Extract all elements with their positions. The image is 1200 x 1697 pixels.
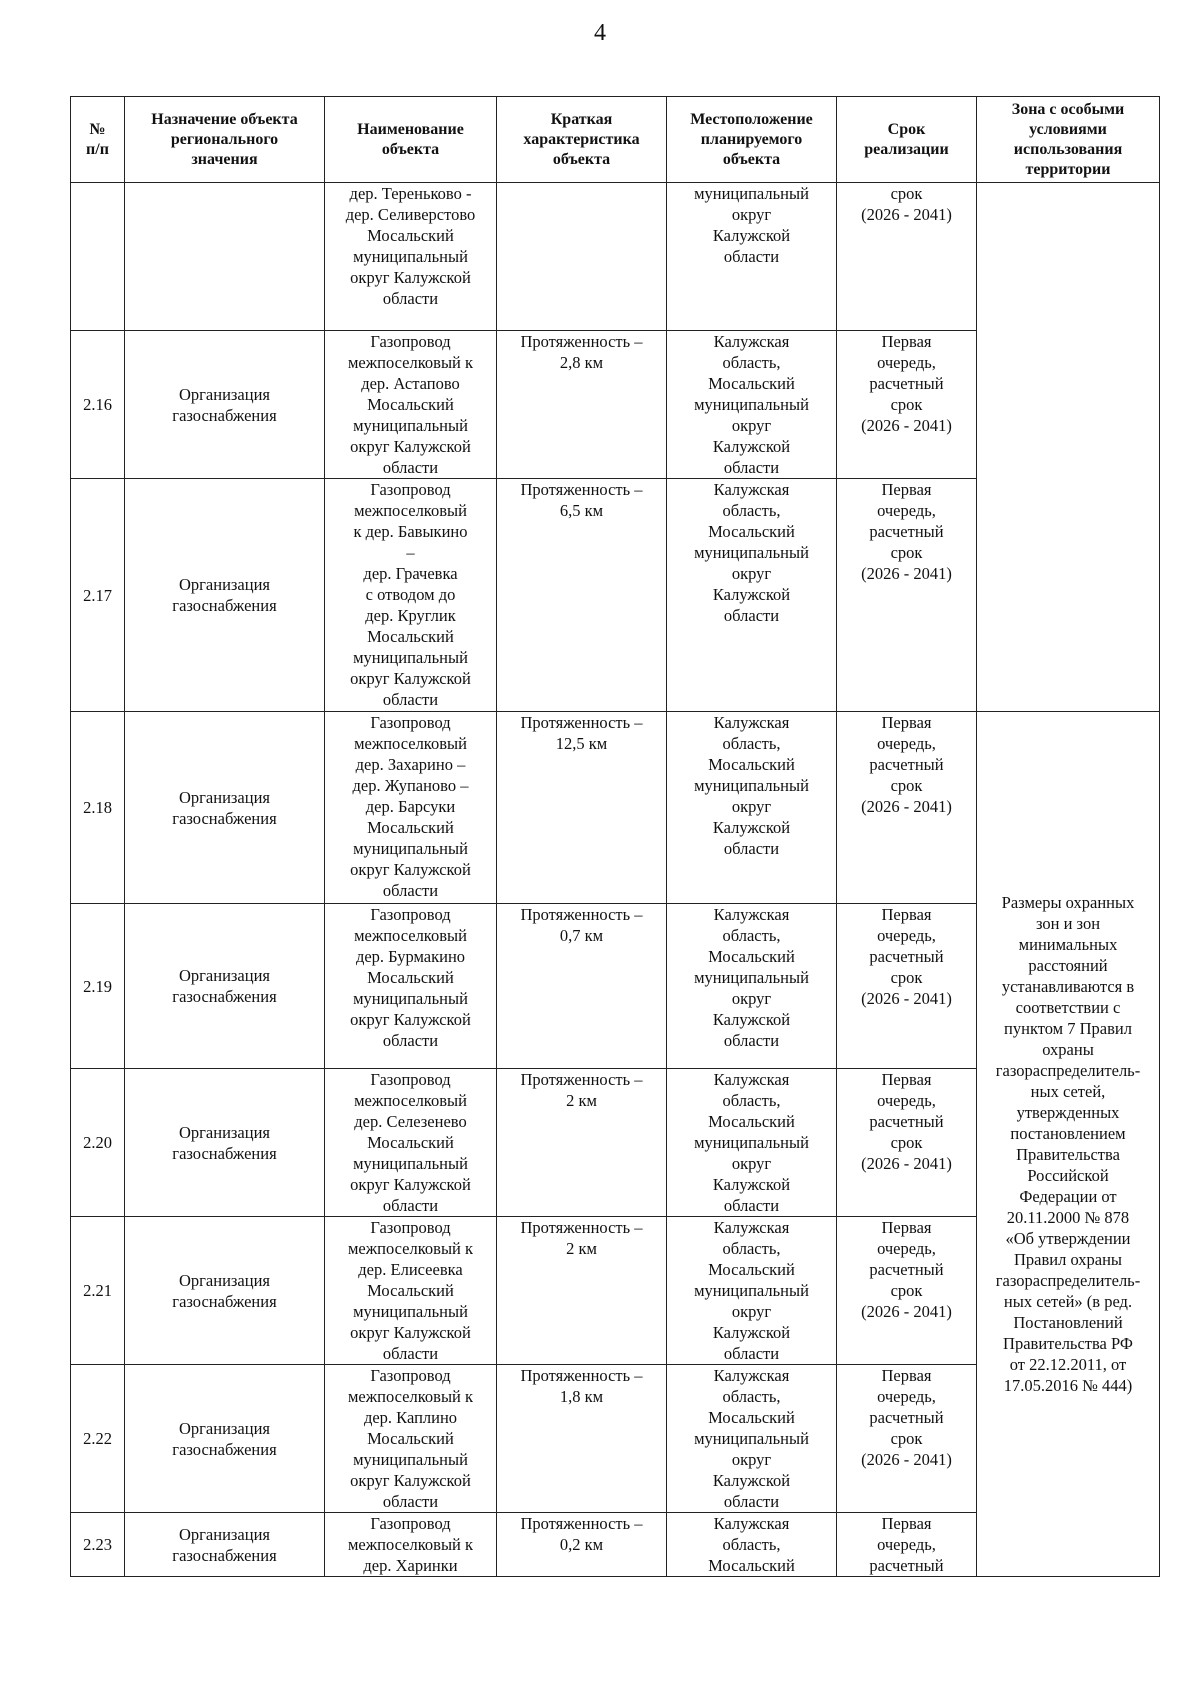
- row-characteristic: [497, 183, 667, 331]
- row-number: 2.21: [71, 1217, 125, 1365]
- row-term: Первая очередь, расчетный срок (2026 - 2041): [837, 1365, 977, 1513]
- row-characteristic: Протяженность – 6,5 км: [497, 479, 667, 712]
- table-row: [71, 712, 1160, 904]
- row-number: 2.19: [71, 904, 125, 1069]
- row-purpose: Организация газоснабжения: [125, 331, 325, 479]
- row-number: 2.23: [71, 1513, 125, 1577]
- row-name: Газопровод межпоселковый к дер. Астапово Мосальский муниципальный округ Калужской области: [325, 331, 497, 479]
- row-location: Калужская область, Мосальский муниципальный округ Калужской области: [667, 1365, 837, 1513]
- row-purpose: Организация газоснабжения: [125, 1365, 325, 1513]
- row-name: Газопровод межпоселковый дер. Захарино – дер. Жупаново – дер. Барсуки Мосальский муниципальный округ Калужской области: [325, 712, 497, 904]
- row-term: Первая очередь, расчетный срок (2026 - 2041): [837, 1217, 977, 1365]
- header-purpose: Назначение объекта регионального значения: [125, 97, 325, 183]
- row-location: Калужская область, Мосальский муниципальный округ Калужской области: [667, 1069, 837, 1217]
- row-name: Газопровод межпоселковый к дер. Бавыкино – дер. Грачевка с отводом до дер. Круглик Мосальский муниципальный округ Калужской области: [325, 479, 497, 712]
- row-characteristic: Протяженность – 0,7 км: [497, 904, 667, 1069]
- page-number: 4: [594, 20, 606, 46]
- row-characteristic: Протяженность – 1,8 км: [497, 1365, 667, 1513]
- row-name: Газопровод межпоселковый к дер. Елисеевка Мосальский муниципальный округ Калужской области: [325, 1217, 497, 1365]
- row-name: Газопровод межпоселковый к дер. Харинки: [325, 1513, 497, 1577]
- header-characteristic: Краткая характеристика объекта: [497, 97, 667, 183]
- header-zone: Зона с особыми условиями использования территории: [977, 97, 1160, 183]
- row-term: Первая очередь, расчетный срок (2026 - 2041): [837, 712, 977, 904]
- row-term: срок (2026 - 2041): [837, 183, 977, 331]
- row-purpose: Организация газоснабжения: [125, 1217, 325, 1365]
- row-characteristic: Протяженность – 2,8 км: [497, 331, 667, 479]
- row-purpose: Организация газоснабжения: [125, 1069, 325, 1217]
- row-purpose: Организация газоснабжения: [125, 904, 325, 1069]
- header-number: № п/п: [71, 97, 125, 183]
- row-characteristic: Протяженность – 12,5 км: [497, 712, 667, 904]
- row-term: Первая очередь, расчетный срок (2026 - 2041): [837, 1069, 977, 1217]
- row-purpose: Организация газоснабжения: [125, 712, 325, 904]
- row-term: Первая очередь, расчетный срок (2026 - 2041): [837, 904, 977, 1069]
- row-name: Газопровод межпоселковый дер. Бурмакино Мосальский муниципальный округ Калужской области: [325, 904, 497, 1069]
- row-characteristic: Протяженность – 2 км: [497, 1217, 667, 1365]
- row-characteristic: Протяженность – 2 км: [497, 1069, 667, 1217]
- row-number: 2.18: [71, 712, 125, 904]
- row-term: Первая очередь, расчетный срок (2026 - 2041): [837, 331, 977, 479]
- row-name: Газопровод межпоселковый дер. Селезенево Мосальский муниципальный округ Калужской области: [325, 1069, 497, 1217]
- header-term: Срок реализации: [837, 97, 977, 183]
- row-location: Калужская область, Мосальский муниципальный округ Калужской области: [667, 479, 837, 712]
- row-purpose: Организация газоснабжения: [125, 1513, 325, 1577]
- row-name: дер. Тереньково - дер. Селиверстово Мосальский муниципальный округ Калужской области: [325, 183, 497, 331]
- row-location: Калужская область, Мосальский муниципальный округ Калужской области: [667, 904, 837, 1069]
- row-characteristic: Протяженность – 0,2 км: [497, 1513, 667, 1577]
- row-location: Калужская область, Мосальский муниципальный округ Калужской области: [667, 331, 837, 479]
- row-purpose: [125, 183, 325, 331]
- row-number: 2.20: [71, 1069, 125, 1217]
- row-location: Калужская область, Мосальский муниципальный округ Калужской области: [667, 712, 837, 904]
- row-location: Калужская область, Мосальский муниципальный округ Калужской области: [667, 1217, 837, 1365]
- row-location: муниципальный округ Калужской области: [667, 183, 837, 331]
- row-term: Первая очередь, расчетный срок (2026 - 2041): [837, 479, 977, 712]
- row-name: Газопровод межпоселковый к дер. Каплино Мосальский муниципальный округ Калужской области: [325, 1365, 497, 1513]
- regional-objects-table: [70, 96, 1160, 1577]
- table-row: [71, 183, 1160, 331]
- zone-cell-empty: [977, 183, 1160, 712]
- row-number: [71, 183, 125, 331]
- row-number: 2.16: [71, 331, 125, 479]
- row-purpose: Организация газоснабжения: [125, 479, 325, 712]
- row-term: Первая очередь, расчетный: [837, 1513, 977, 1577]
- row-number: 2.17: [71, 479, 125, 712]
- header-name: Наименование объекта: [325, 97, 497, 183]
- zone-protection-text: Размеры охранных зон и зон минимальных расстояний устанавливаются в соответствии с пунктом 7 Правил охраны газораспределитель- ных сетей, утвержденных постановлением Правительства Российской Федерации от 20.11.2000 № 878 «Об утверждении Правил охраны газораспределитель- ных сетей» (в ред. Постановлений Правительства РФ от 22.12.2011, от 17.05.2016 № 444): [977, 712, 1160, 1577]
- header-location: Местоположение планируемого объекта: [667, 97, 837, 183]
- table-header-row: [71, 97, 1160, 183]
- row-number: 2.22: [71, 1365, 125, 1513]
- row-location: Калужская область, Мосальский: [667, 1513, 837, 1577]
